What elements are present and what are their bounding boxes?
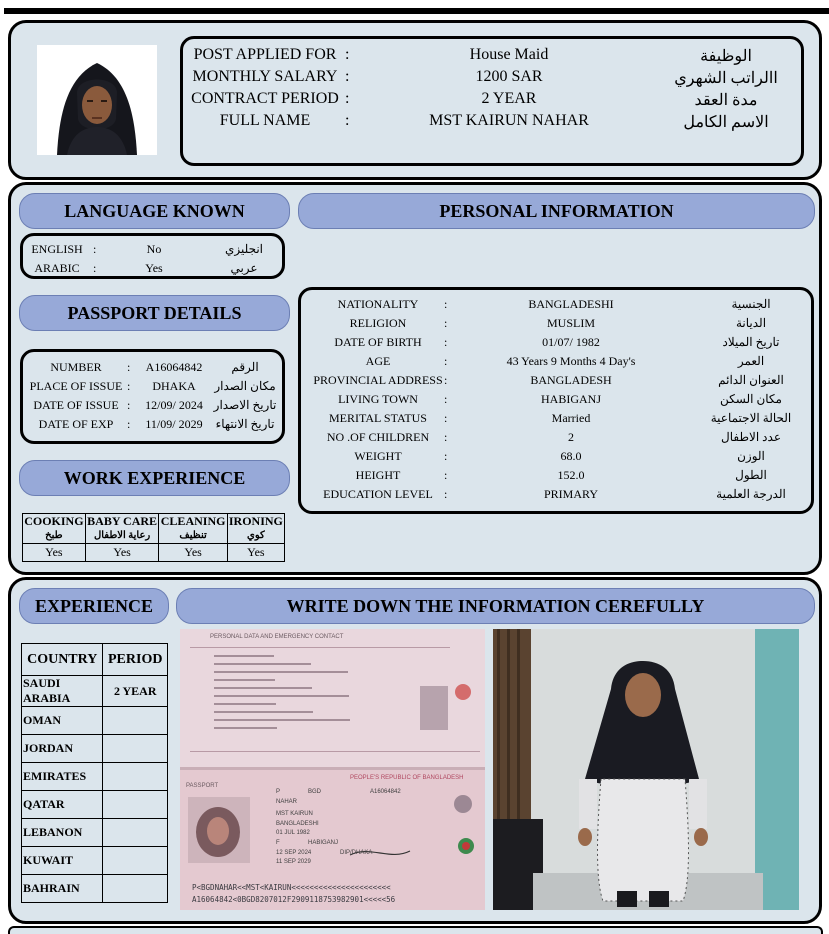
header-label: CONTRACT PERIOD <box>191 90 339 107</box>
header-label: FULL NAME <box>219 112 311 129</box>
passport-ar: تاريخ الاصدار <box>213 398 277 412</box>
country-col-header: COUNTRY <box>22 644 103 676</box>
scan-code: BGD <box>308 789 322 795</box>
work-col-ironing: IRONING كوي <box>227 514 284 544</box>
personal-label: NO .OF CHILDREN <box>326 430 430 444</box>
personal-colon: : <box>444 297 448 311</box>
portrait-illustration <box>37 45 157 155</box>
header-value: House Maid <box>469 46 549 63</box>
language-value: Yes <box>145 261 163 275</box>
passport-colon: : <box>127 398 131 412</box>
passport-label: NUMBER <box>50 360 102 374</box>
experience-country: SAUDI ARABIA <box>22 676 103 707</box>
personal-ar: العمر <box>737 354 765 368</box>
personal-ar: عدد الاطفال <box>721 430 781 444</box>
language-ar: عربي <box>230 261 258 275</box>
work-value-row <box>23 544 285 562</box>
personal-label: RELIGION <box>349 316 407 330</box>
experience-row <box>22 763 168 791</box>
passport-value: 11/09/ 2029 <box>145 417 203 431</box>
experience-row <box>22 735 168 763</box>
experience-row <box>22 676 168 707</box>
language-colon: : <box>93 242 97 256</box>
personal-ar: الدرجة العلمية <box>716 487 786 501</box>
experience-header-row <box>22 644 168 676</box>
passport-ar: تاريخ الانتهاء <box>215 417 275 431</box>
scan-passport-label: PASSPORT <box>186 783 219 789</box>
scan-text-line <box>214 663 311 665</box>
personal-value: BANGLADESHI <box>528 297 614 311</box>
experience-table <box>21 643 168 903</box>
candidate-portrait <box>37 45 157 155</box>
language-label: ENGLISH <box>31 242 83 256</box>
passport-ar: مكان الصدار <box>214 379 276 393</box>
experience-row <box>22 791 168 819</box>
scan-nationality: BANGLADESHI <box>276 821 319 827</box>
header-label: POST APPLIED FOR <box>193 46 337 63</box>
personal-ar: تاريخ الميلاد <box>722 335 780 349</box>
personal-label: WEIGHT <box>354 449 402 463</box>
passport-label: DATE OF ISSUE <box>33 398 119 412</box>
personal-value: 43 Years 9 Months 4 Day's <box>506 354 636 368</box>
experience-period <box>103 707 168 735</box>
scan-dob: 01 JUL 1982 <box>276 830 310 836</box>
experience-period <box>103 875 168 903</box>
passport-colon: : <box>127 360 131 374</box>
personal-colon: : <box>444 354 448 368</box>
scan-text-line <box>214 711 313 713</box>
header-value: MST KAIRUN NAHAR <box>429 112 589 129</box>
personal-colon: : <box>444 430 448 444</box>
experience-country: EMIRATES <box>22 763 103 791</box>
scan-emergency-header: PERSONAL DATA AND EMERGENCY CONTACT <box>210 634 344 640</box>
language-value: No <box>146 242 162 256</box>
scan-authority: DIP/DHAKA <box>340 850 373 856</box>
experience-row <box>22 847 168 875</box>
header-value: 1200 SAR <box>475 68 543 85</box>
experience-country: BAHRAIN <box>22 875 103 903</box>
experience-period <box>103 735 168 763</box>
header-label: MONTHLY SALARY <box>192 68 338 85</box>
scan-mrz-line-2: A16064842<0BGD8207012F2909118753982901<<<<<56 <box>192 895 396 904</box>
experience-period: 2 YEAR <box>103 676 168 707</box>
work-col-baby-care: BABY CARE رعاية الاطفال <box>85 514 159 544</box>
scan-text-line <box>214 727 277 729</box>
header-ar: الوظيفة <box>700 48 752 65</box>
experience-country: LEBANON <box>22 819 103 847</box>
personal-colon: : <box>444 487 448 501</box>
experience-period <box>103 847 168 875</box>
language-colon: : <box>93 261 97 275</box>
passport-colon: : <box>127 379 131 393</box>
personal-label: LIVING TOWN <box>338 392 418 406</box>
language-label: ARABIC <box>34 261 80 275</box>
bottom-rule <box>8 926 823 934</box>
experience-country: JORDAN <box>22 735 103 763</box>
full-body-illustration <box>493 629 799 910</box>
work-value-cleaning: Yes <box>159 544 227 562</box>
experience-country: KUWAIT <box>22 847 103 875</box>
header-section <box>8 20 822 180</box>
personal-colon: : <box>444 449 448 463</box>
work-experience-title: WORK EXPERIENCE <box>19 460 290 496</box>
personal-ar: مكان السكن <box>720 392 782 406</box>
personal-value: BANGLADESH <box>530 373 612 387</box>
experience-title: EXPERIENCE <box>19 588 169 624</box>
personal-label: HEIGHT <box>355 468 401 482</box>
header-colon: : <box>345 46 350 63</box>
work-experience-table <box>22 513 285 562</box>
header-colon: : <box>345 68 350 85</box>
personal-colon: : <box>444 335 448 349</box>
personal-value: 2 <box>568 430 574 444</box>
personal-value: Married <box>551 411 591 425</box>
scan-birthplace: HABIGANJ <box>308 840 339 846</box>
work-value-cooking: Yes <box>23 544 86 562</box>
experience-row <box>22 819 168 847</box>
experience-row <box>22 875 168 903</box>
personal-colon: : <box>444 373 448 387</box>
personal-value: MUSLIM <box>546 316 595 330</box>
experience-period <box>103 819 168 847</box>
scan-expiry-date: 11 SEP 2029 <box>276 859 311 865</box>
experience-period <box>103 763 168 791</box>
personal-label: DATE OF BIRTH <box>334 335 422 349</box>
passport-value: DHAKA <box>152 379 196 393</box>
scan-mrz-line-1: P<BGDNAHAR<<MST<KAIRUN<<<<<<<<<<<<<<<<<<<<<< <box>192 883 391 892</box>
passport-ar: الرقم <box>231 360 259 374</box>
scan-sex: F <box>276 840 280 846</box>
language-known-title: LANGUAGE KNOWN <box>19 193 290 229</box>
personal-label: AGE <box>365 354 391 368</box>
personal-value: 01/07/ 1982 <box>542 335 600 349</box>
personal-value: 152.0 <box>557 468 585 482</box>
work-header-row <box>23 514 285 544</box>
passport-value: 12/09/ 2024 <box>145 398 203 412</box>
work-value-baby-care: Yes <box>85 544 159 562</box>
header-colon: : <box>345 112 350 129</box>
scan-surname: NAHAR <box>276 799 298 805</box>
header-ar: الاسم الكامل <box>683 114 769 131</box>
scan-given-name: MST KAIRUN <box>276 811 313 817</box>
write-down-title: WRITE DOWN THE INFORMATION CEREFULLY <box>176 588 815 624</box>
header-colon: : <box>345 90 350 107</box>
personal-ar: الديانة <box>735 316 767 330</box>
passport-label: DATE OF EXP <box>38 417 114 431</box>
personal-ar: الوزن <box>737 449 765 463</box>
passport-details-title: PASSPORT DETAILS <box>19 295 290 331</box>
scan-text-line <box>214 719 350 721</box>
header-ar: االراتب الشهري <box>674 70 778 87</box>
scan-text-line <box>214 655 274 657</box>
personal-colon: : <box>444 468 448 482</box>
personal-ar: الجنسية <box>731 297 771 311</box>
personal-colon: : <box>444 411 448 425</box>
personal-ar: الحالة الاجتماعية <box>710 411 792 425</box>
scan-type: P <box>276 789 281 795</box>
scan-text-line <box>214 687 312 689</box>
passport-label: PLACE OF ISSUE <box>29 379 123 393</box>
experience-country: OMAN <box>22 707 103 735</box>
scan-text-line <box>214 679 275 681</box>
personal-colon: : <box>444 316 448 330</box>
personal-label: PROVINCIAL ADDRESS <box>313 373 443 387</box>
work-col-cleaning: CLEANING تنظيف <box>159 514 227 544</box>
scan-number: A16064842 <box>370 789 401 795</box>
personal-value: HABIGANJ <box>541 392 601 406</box>
personal-label: MERITAL STATUS <box>329 411 427 425</box>
personal-information-title: PERSONAL INFORMATION <box>298 193 815 229</box>
details-section <box>8 182 822 575</box>
personal-label: EDUCATION LEVEL <box>323 487 433 501</box>
language-ar: انجليزي <box>224 242 264 256</box>
passport-value: A16064842 <box>145 360 203 374</box>
header-value: 2 YEAR <box>481 90 537 107</box>
full-body-photo <box>493 629 799 910</box>
personal-value: 68.0 <box>560 449 582 463</box>
experience-period <box>103 791 168 819</box>
personal-ar: العنوان الدائم <box>718 373 784 387</box>
scan-text-line <box>214 671 348 673</box>
personal-value: PRIMARY <box>543 487 599 501</box>
scan-country-header: PEOPLE'S REPUBLIC OF BANGLADESH <box>350 775 464 781</box>
work-value-ironing: Yes <box>227 544 284 562</box>
experience-section <box>8 577 822 924</box>
passport-scan-image <box>180 629 485 910</box>
scan-issue-date: 12 SEP 2024 <box>276 850 312 856</box>
period-col-header: PERIOD <box>103 644 168 676</box>
work-col-cooking: COOKING طبخ <box>23 514 86 544</box>
personal-colon: : <box>444 392 448 406</box>
personal-ar: الطول <box>735 468 767 482</box>
experience-row <box>22 707 168 735</box>
top-rule <box>4 8 829 14</box>
passport-colon: : <box>127 417 131 431</box>
scan-text-line <box>214 703 276 705</box>
personal-label: NATIONALITY <box>337 297 419 311</box>
header-ar: مدة العقد <box>694 92 758 109</box>
scan-text-line <box>214 695 349 697</box>
experience-country: QATAR <box>22 791 103 819</box>
